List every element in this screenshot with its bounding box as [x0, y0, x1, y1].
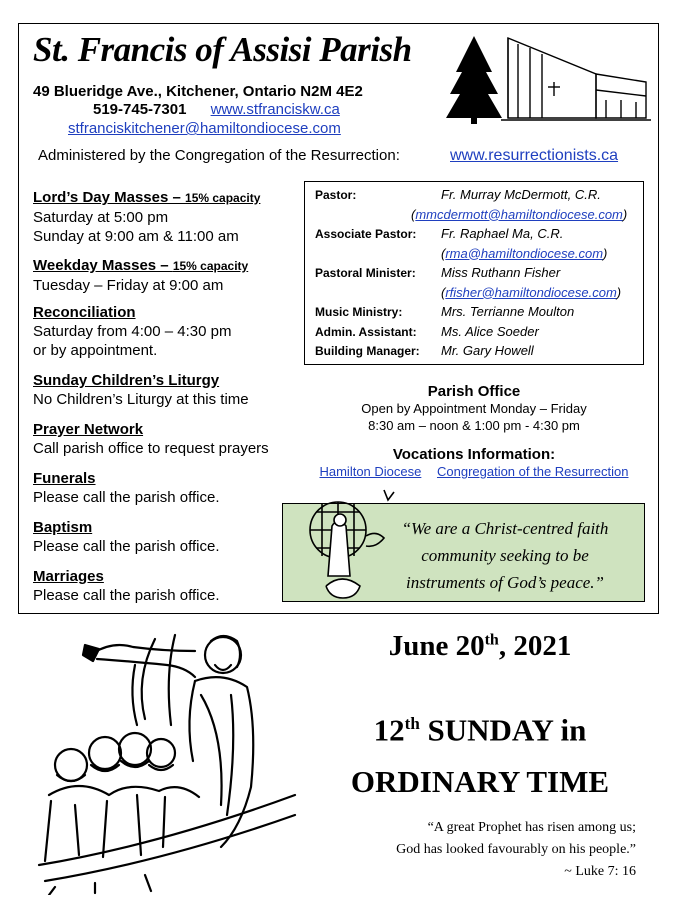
vocations-info — [304, 446, 644, 479]
parish-office-info — [304, 383, 644, 434]
section-heading: Baptism — [33, 519, 93, 536]
section-line: Tuesday – Friday at 9:00 am — [33, 277, 224, 294]
section-heading: Lord’s Day Masses – 15% capacity — [33, 189, 261, 206]
hamilton-diocese-link[interactable]: Hamilton Diocese — [319, 464, 422, 479]
administered-by-text: Administered by the Congregation of the Resurrection: — [38, 147, 400, 164]
section-heading: Funerals — [33, 470, 96, 487]
section-line: Saturday at 5:00 pm — [33, 209, 169, 226]
scripture-citation: ~ Luke 7: 16 — [564, 864, 636, 879]
staff-email-row: (mmcdermott@hamiltondiocese.com) — [411, 206, 628, 222]
staff-row-associate-pastor: Associate Pastor: Fr. Raphael Ma, C.R. — [315, 226, 564, 241]
childrens-liturgy-section — [33, 371, 303, 409]
bulletin-date: June 20th, 2021 — [388, 630, 572, 662]
website-link[interactable]: www.stfranciskw.ca — [210, 101, 340, 118]
section-heading: Sunday Children’s Liturgy — [33, 372, 220, 389]
office-title: Parish Office — [427, 383, 521, 400]
section-heading: Weekday Masses – 15% capacity — [33, 257, 249, 274]
section-heading: Marriages — [33, 568, 104, 585]
section-heading: Reconciliation — [33, 304, 136, 321]
section-line: Saturday from 4:00 – 4:30 pm — [33, 323, 232, 340]
staff-row-building-manager: Building Manager: Mr. Gary Howell — [315, 343, 534, 358]
parish-address: 49 Blueridge Ave., Kitchener, Ontario N2M 4E2 — [33, 83, 363, 100]
staff-row-pastoral-minister: Pastoral Minister: Miss Ruthann Fisher — [315, 265, 561, 280]
section-line: Call parish office to request prayers — [33, 440, 269, 457]
congregation-resurrection-link[interactable]: Congregation of the Resurrection — [436, 464, 629, 479]
staff-row-music-ministry: Music Ministry: Mrs. Terrianne Moulton — [315, 304, 575, 319]
vocations-title: Vocations Information: — [392, 446, 556, 463]
email-line — [68, 120, 341, 137]
pastoral-minister-email-link[interactable]: rfisher@hamiltondiocese.com — [445, 284, 617, 300]
staff-email-row: (rma@hamiltondiocese.com) — [441, 245, 608, 261]
staff-row-admin-assistant: Admin. Assistant: Ms. Alice Soeder — [315, 323, 539, 339]
section-line: Please call the parish office. — [33, 538, 220, 555]
office-hours-line: 8:30 am – noon & 1:00 pm - 4:30 pm — [368, 418, 580, 433]
administration-line — [38, 147, 619, 164]
congregation-link[interactable]: www.resurrectionists.ca — [450, 147, 619, 164]
section-line: or by appointment. — [33, 342, 158, 359]
section-line: Please call the parish office. — [33, 489, 220, 506]
section-line: Sunday at 9:00 am & 11:00 am — [33, 228, 239, 245]
office-hours-line: Open by Appointment Monday – Friday — [361, 401, 587, 416]
church-illustration-icon — [446, 32, 651, 127]
jesus-with-apostles-illustration-icon — [35, 625, 300, 895]
section-line: Please call the parish office. — [33, 587, 220, 604]
section-line: No Children’s Liturgy at this time — [33, 391, 249, 408]
reconciliation-section — [33, 303, 303, 360]
marriages-section — [33, 567, 303, 605]
weekday-masses-section — [33, 256, 303, 295]
motto-text: “We are a Christ-centred faith community seeking to be instruments of God’s peace.” — [401, 519, 609, 592]
baptism-section — [33, 518, 303, 556]
sunday-masses-section — [33, 188, 303, 246]
staff-email-row: (rfisher@hamiltondiocese.com) — [441, 284, 622, 300]
scripture-quote: “A great Prophet has risen among us; God has looked favourably on his people.” ~ Luke 7: 16 — [300, 817, 636, 883]
parish-name: St. Francis of Assisi Parish — [33, 30, 412, 69]
associate-pastor-email-link[interactable]: rma@hamiltondiocese.com — [445, 245, 604, 261]
parish-email-link[interactable]: stfranciskitchener@hamiltondiocese.com — [68, 120, 341, 137]
parish-phone: 519-745-7301 — [93, 101, 187, 118]
staff-row-pastor: Pastor: Fr. Murray McDermott, C.R. — [315, 187, 601, 202]
pastor-email-link[interactable]: mmcdermott@hamiltondiocese.com — [415, 206, 623, 222]
contact-line — [93, 101, 340, 118]
staff-directory — [304, 181, 644, 365]
funerals-section — [33, 469, 303, 507]
liturgical-sunday-title: 12th SUNDAY in ORDINARY TIME — [350, 712, 610, 800]
prayer-network-section — [33, 420, 303, 458]
section-heading: Prayer Network — [33, 421, 144, 438]
